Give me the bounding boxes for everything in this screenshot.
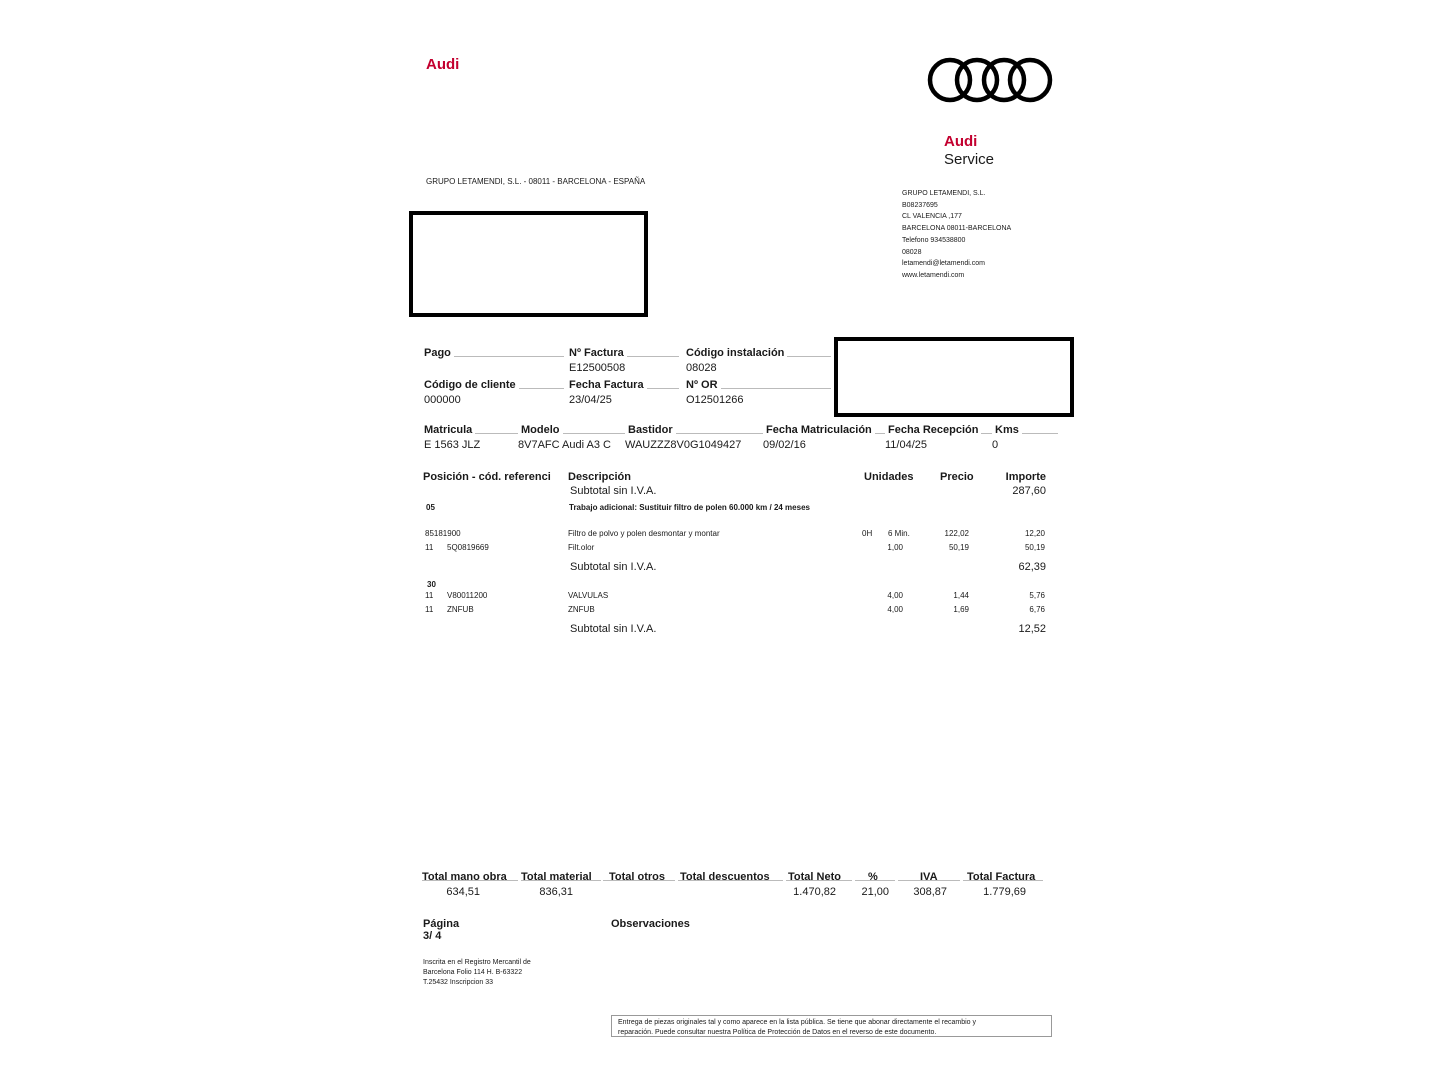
matricula-value: E 1563 JLZ [424,439,481,451]
audi-rings-icon [926,56,1054,104]
total-neto-value: 1.470,82 [793,886,836,898]
frec-label: Fecha Recepción [885,424,981,436]
bastidor-label: Bastidor [625,424,676,436]
modelo-label: Modelo [518,424,563,436]
line-units: 1,00 [887,543,903,552]
subtotal-label: Subtotal sin I.V.A. [570,561,657,573]
group-code: 05 [426,503,435,512]
iva-value: 308,87 [913,886,947,898]
company-line: letamendi@letamendi.com [902,260,985,268]
iva-label: IVA [920,871,938,883]
cliente-value: 000000 [424,394,461,406]
total-otros-label: Total otros [609,871,666,883]
legal-line: Entrega de piezas originales tal y como aparece en la lista pública. Se tiene que abonar directamente el recambio y [618,1019,976,1026]
total-material-value: 836,31 [539,886,573,898]
subtotal-value: 287,60 [1012,485,1046,497]
redacted-address-box [409,211,648,317]
line-units: 4,00 [887,605,903,614]
line-ref: 85181900 [425,529,461,538]
brand-audi-right: Audi [944,133,978,150]
registro-line: Inscrita en el Registro Mercantil de [423,959,531,966]
total-mano-label: Total mano obra [422,871,507,883]
fecha-value: 23/04/25 [569,394,612,406]
line-ref: ZNFUB [447,605,474,614]
company-line: BARCELONA 08011-BARCELONA [902,225,1012,233]
ring-4 [1010,60,1050,100]
fecha-label: Fecha Factura [569,379,647,391]
subtotal-label: Subtotal sin I.V.A. [570,485,657,497]
company-line: Telefono 934538800 [902,236,966,244]
pagina-label: Página [423,918,460,930]
instalacion-label: Código instalación [686,347,787,359]
pagina-value: 3/ 4 [423,930,442,942]
company-line: 08028 [902,248,922,256]
line-pos: 11 [425,543,434,552]
instalacion-value: 08028 [686,362,717,374]
group-code: 30 [427,580,436,589]
line-amount: 12,20 [1024,529,1045,538]
legal-notice [611,1015,1052,1037]
line-price: 1,44 [953,591,969,600]
factura-label: Nº Factura [569,347,627,359]
fmat-value: 09/02/16 [763,439,806,451]
fmat-label: Fecha Matriculación [763,424,875,436]
or-label: Nº OR [686,379,721,391]
line-pos: 11 [425,591,434,600]
line-code: 0H [862,529,873,538]
total-material-label: Total material [521,871,592,883]
observaciones-label: Observaciones [611,918,690,930]
line-amount: 50,19 [1024,543,1045,552]
matricula-label: Matricula [424,424,475,436]
company-block [902,188,1011,282]
pct-value: 21,00 [861,886,889,898]
pct-label: % [868,871,878,883]
brand-service: Service [944,151,995,168]
company-line: GRUPO LETAMENDI, S.L. [902,190,986,197]
company-line: B08237695 [902,201,938,209]
subtotal-value: 62,39 [1018,561,1046,573]
factura-value: E12500508 [569,362,626,374]
total-descuentos-label: Total descuentos [680,871,770,883]
line-amount: 6,76 [1029,605,1045,614]
line-desc: VALVULAS [568,591,609,600]
trabajo-adicional: Trabajo adicional: Sustituir filtro de polen 60.000 km / 24 meses [569,503,810,512]
redacted-info-box [834,337,1074,417]
pago-label: Pago [424,347,454,359]
line-price: 50,19 [948,543,969,552]
subtotal-value: 12,52 [1018,623,1046,635]
col-pos-header: Posición - cód. referenci [423,471,551,483]
kms-label: Kms [992,424,1022,436]
kms-value: 0 [992,439,999,451]
line-desc: ZNFUB [568,605,595,614]
brand-audi-left: Audi [426,56,460,73]
total-factura-label: Total Factura [967,871,1036,883]
modelo-value: 8V7AFC Audi A3 C [518,439,611,451]
col-amount-header: Importe [1005,471,1046,483]
col-units-header: Unidades [864,471,914,483]
line-amount: 5,76 [1029,591,1045,600]
registro-line: Barcelona Folio 114 H. B-63322 [423,969,523,976]
frec-value: 11/04/25 [885,439,928,451]
legal-line: reparación. Puede consultar nuestra Política de Protección de Datos en el reverso de este documento. [618,1029,937,1036]
line-ref: 5Q0819669 [447,543,489,552]
line-ref: V80011200 [447,591,488,600]
total-neto-label: Total Neto [788,871,841,883]
registro-block [423,958,531,988]
col-desc-header: Descripción [568,471,631,483]
total-factura-value: 1.779,69 [983,886,1026,898]
or-value: O12501266 [686,394,744,406]
subtotal-label: Subtotal sin I.V.A. [570,623,657,635]
company-line: CL VALENCIA ,177 [902,213,962,221]
line-pos: 11 [425,605,434,614]
line-desc: Filt.olor [568,543,595,552]
sender-line: GRUPO LETAMENDI, S.L. - 08011 - BARCELONA - ESPAÑA [426,177,646,186]
line-price: 122,02 [944,529,969,538]
cliente-label: Código de cliente [424,379,519,391]
line-price: 1,69 [953,605,969,614]
line-desc: Filtro de polvo y polen desmontar y montar [568,529,720,538]
line-units: 6 Min. [888,529,910,538]
col-price-header: Precio [940,471,974,483]
total-mano-value: 634,51 [446,886,480,898]
company-line: www.letamendi.com [902,271,965,279]
registro-line: T.25432 Inscripcion 33 [423,979,494,986]
bastidor-value: WAUZZZ8V0G1049427 [625,439,742,451]
line-units: 4,00 [887,591,903,600]
